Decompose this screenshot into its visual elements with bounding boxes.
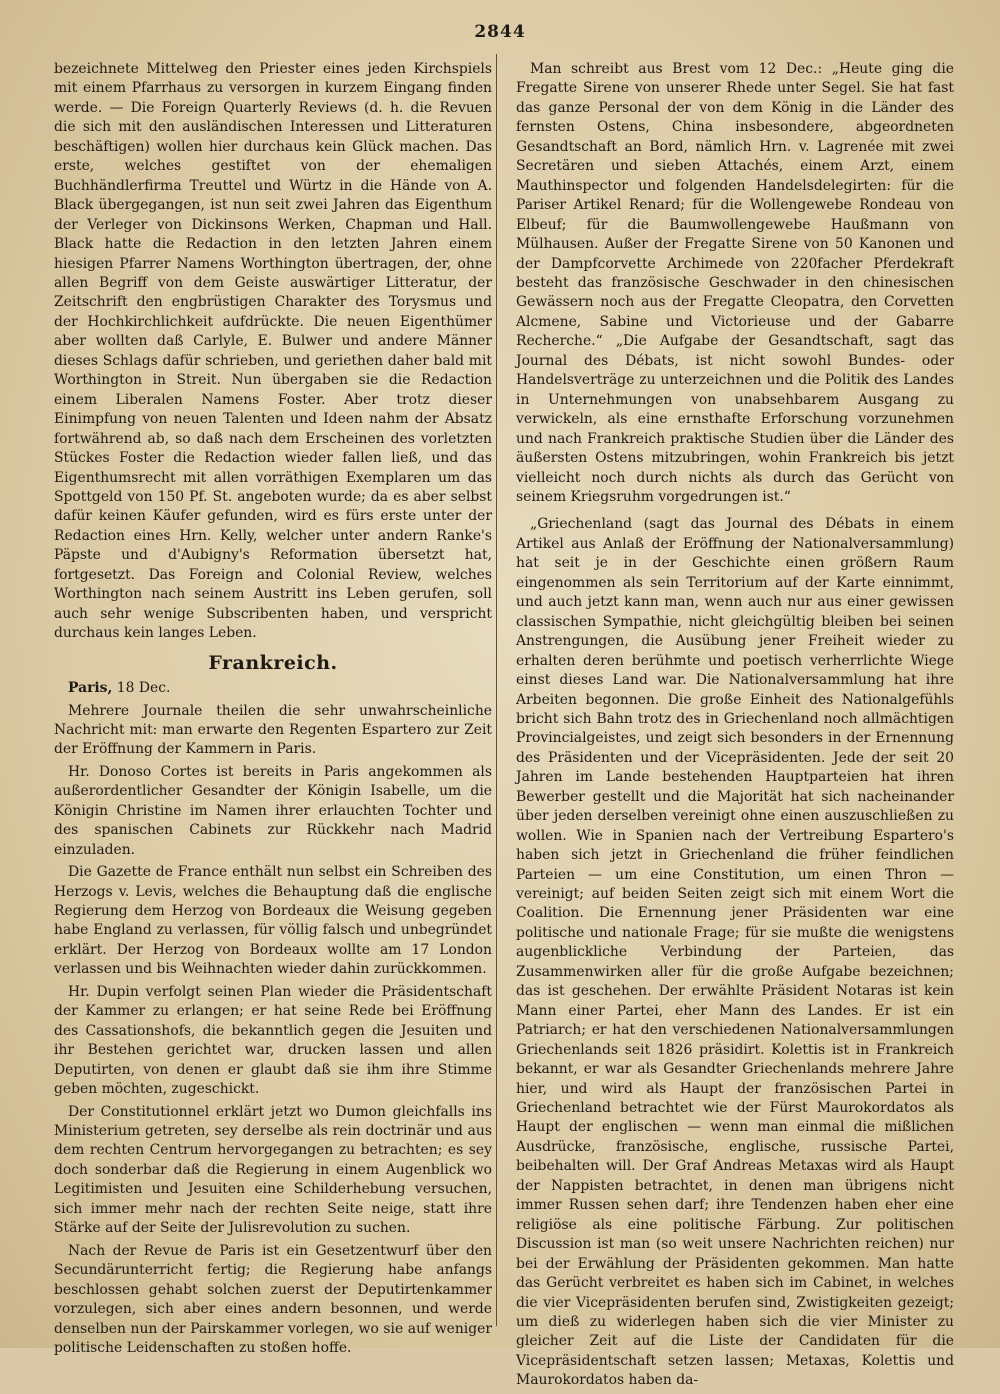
article-paragraph: Mehrere Journale theilen die sehr unwahrscheinliche Nachricht mit: man erwarte den Regenten Espartero zur Zeit der Eröffnung der Kammern in Paris. <box>54 702 492 758</box>
section-heading: Frankreich. <box>208 651 338 674</box>
dateline-date: 18 Dec. <box>116 680 171 697</box>
article-paragraph: „Griechenland (sagt das Journal des Débats in einem Artikel aus Anlaß der Eröffnung der Nationalversammlung) hat seit je in der Geschichte einen größern Raum eingenommen als sein Territorium auf der Karte einnimmt, und auch jetzt kann man, wenn auch nur aus einer gewissen classischen Sympathie, nicht gleichgültig bleiben bei seinen Anstrengungen, die Ausübung jener Freiheit wieder zu erhalten deren berühmte und poetisch verherrlichte Wiege einst dieses Land war. Die Nationalversammlung hat ihre Arbeiten begonnen. Die große Einheit des Nationalgefühls bricht sich Bahn trotz des in Griechenland noch allmächtigen Provincialgeistes, und zeigt sich besonders in der Ernennung des Präsidenten und der Vicepräsidenten. Jede der seit 20 Jahren im Lande bestehenden Hauptparteien hat ihren Bewerber gestellt und die Majorität hat sich nacheinander über jeden derselben vereinigt ohne einen auszuschließen zu wollen. Wie in Spanien nach der Vertreibung Espartero's haben sich jetzt in Griechenland die früher feindlichen Parteien — um eine Constitution, um einen Thron — vereinigt; auf beiden Seiten zeigt sich mit einem Wort die Coalition. Die Ernennung jener Präsidenten war eine politische und nationale Frage; für sie mußte die wenigstens augenblickliche Verbindung der Parteien, das Zusammenwirken aller für die große Aufgabe bezeichnen; das ist geschehen. Der erwählte Präsident Notaras ist kein Mann einer Partei, eher Mann des Landes. Er ist ein Patriarch; er hat den verschiedenen Nationalversammlungen Griechenlands seit 1826 präsidirt. Kolettis ist in Frankreich bekannt, er war als Gesandter Griechenlands mehrere Jahre hier, und wird als Haupt der französischen Partei in Griechenland betrachtet wie der Fürst Maurokordatos als Haupt der englischen — wenn man einmal die mißlichen Ausdrücke, französische, englische, russische Partei, beibehalten will. Der Graf Andreas Metaxas wird als Haupt der Nappisten betrachtet, in denen man übrigens nicht immer Russen sehen darf; ihre Tendenzen haben eher eine religiöse als eine politische Färbung. Zur politischen Discussion ist man (so weit unsere Nachrichten reichen) nur bei der Erwählung der Präsidenten gekommen. Man hatte das Gerücht verbreitet es haben sich im Cabinet, in welches die vier Vicepräsidenten berufen sind, Zwistigkeiten gezeigt; um dieß zu widerlegen haben sich die vier Minister zu gleicher Zeit auf die Liste der Candidaten für die Vicepräsidentschaft setzen lassen; Metaxas, Kolettis und Maurokordatos haben da- <box>516 516 954 1389</box>
left-column <box>54 60 492 1361</box>
article-paragraph: Die Gazette de France enthält nun selbst ein Schreiben des Herzogs v. Levis, welches die Behauptung daß die englische Regierung dem Herzog von Bordeaux die Weisung gegeben habe England zu verlassen, für völlig falsch und unbegründet erklärt. Der Herzog von Bordeaux wollte am 17 London verlassen und bis Weihnachten wieder dahin zurückkommen. <box>54 864 492 978</box>
article-paragraph: bezeichnete Mittelweg den Priester eines jeden Kirchspiels mit einem Pfarrhaus zu versorgen in kurzem Eingang finden werde. — Die Foreign Quarterly Reviews (d. h. die Revuen die sich mit den ausländischen Interessen und Litteraturen beschäftigen) wollen hier durchaus kein Glück machen. Das erste, welches gestiftet von der ehemaligen Buchhändlerfirma Treuttel und Würtz in die Hände von A. Black übergegangen, ist nun seit zwei Jahren das Eigenthum der Verleger von Dickinsons Werken, Chapman und Hall. Black hatte die Redaction in den letzten Jahren einem hiesigen Pfarrer Namens Worthington übertragen, der, ohne allen Begriff von dem Geiste auswärtiger Litteratur, der Zeitschrift den engbrüstigen Charakter des Torysmus und der Hochkirchlichkeit aufdrückte. Die neuen Eigenthümer aber wollten daß Carlyle, E. Bulwer und andere Männer dieses Schlags dafür schrieben, und geriethen daher bald mit Worthington in Streit. Nun übergaben sie die Redaction einem Liberalen Namens Foster. Aber trotz dieser Einimpfung von neuen Talenten und Ideen nahm der Absatz fortwährend ab, so daß nach dem Erscheinen des vorletzten Stückes Foster die Redaction wieder fallen ließ, und das Eigenthumsrecht mit allen vorräthigen Exemplaren um das Spottgeld von 150 Pf. St. angeboten wurde; da es aber selbst dafür keinen Käufer gefunden, wird es fürs erste unter der Redaction eines Hrn. Kelly, welcher unter andern Ranke's Päpste und d'Aubigny's Reformation übersetzt hat, fortgesetzt. Das Foreign and Colonial Review, welches Worthington nach seinem Austritt ins Leben gerufen, soll auch sehr wenige Subscribenten haben, und verspricht durchaus kein langes Leben. <box>54 61 492 642</box>
dateline-place: Paris, <box>68 680 113 697</box>
page-number: 2844 <box>474 22 526 42</box>
article-paragraph: Der Constitutionnel erklärt jetzt wo Dumon gleichfalls ins Ministerium getreten, sey derselbe als rein doctrinär und aus dem rechten Centrum hervorgegangen zu betrachten; es sey doch sonderbar daß die Regierung in einem Augenblick wo Legitimisten und Jesuiten eine Schilderhebung versuchen, sich immer mehr nach der rechten Seite neige, statt ihre Stärke auf der Seite der Julisrevolution zu suchen. <box>54 1103 492 1237</box>
right-column <box>516 60 954 1394</box>
article-paragraph: Nach der Revue de Paris ist ein Gesetzentwurf über den Secundärunterricht fertig; die Regierung habe anfangs beschlossen gehabt solchen zuerst der Deputirtenkammer vorzulegen, sich aber eines andern besonnen, und werde denselben nun der Pairskammer vorlegen, wo sie auf weniger politische Leidenschaften zu stoßen hoffe. <box>54 1242 492 1356</box>
column-divider <box>496 54 497 1326</box>
article-paragraph: Hr. Dupin verfolgt seinen Plan wieder die Präsidentschaft der Kammer zu erlangen; er hat seine Rede bei Eröffnung des Cassationshofs, die bekanntlich gegen die Jesuiten und ihr Bestehen gerichtet war, drucken lassen und allen Deputirten, von denen er glaubt daß sie ihm ihre Stimme geben möchten, zugeschickt. <box>54 983 492 1098</box>
dateline <box>54 679 492 698</box>
article-paragraph: Man schreibt aus Brest vom 12 Dec.: „Heute ging die Fregatte Sirene von unserer Rhede unter Segel. Sie hat fast das ganze Personal der von dem König in die Länder des fernsten Ostens, China insbesondere, abgeordneten Gesandtschaft an Bord, nämlich Hrn. v. Lagrenée mit zwei Secretären und sieben Attachés, einem Arzt, einem Mauthinspector und folgenden Handelsdelegirten: für die Pariser Artikel Renard; für die Wollengewebe Rondeau von Elbeuf; für die Baumwollengewebe Haußmann von Mülhausen. Außer der Fregatte Sirene von 50 Kanonen und der Dampfcorvette Archimede von 220facher Pferdekraft besteht das französische Geschwader in den chinesischen Gewässern noch aus der Fregatte Cleopatra, den Corvetten Alcmene, Sabine und Victorieuse und der Gabarre Recherche.“ „Die Aufgabe der Gesandtschaft, sagt das Journal des Débats, ist nicht sowohl Bundes- oder Handelsverträge zu unterzeichnen und die Politik des Landes in Unternehmungen von unabsehbarem Ausgang zu verwickeln, als eine ernsthafte Erforschung vorzunehmen und nach Frankreich praktische Studien über die Länder des äußersten Ostens mitzubringen, wohin Frankreich bis jetzt vielleicht noch durch nichts als durch das Gerücht von seinem Kriegsruhm vorgedrungen ist.“ <box>516 61 954 505</box>
article-paragraph: Hr. Donoso Cortes ist bereits in Paris angekommen als außerordentlicher Gesandter der Königin Isabelle, um die Königin Christine im Namen ihrer erlauchten Tochter und des spanischen Cabinets zur Rückkehr nach Madrid einzuladen. <box>54 763 492 858</box>
